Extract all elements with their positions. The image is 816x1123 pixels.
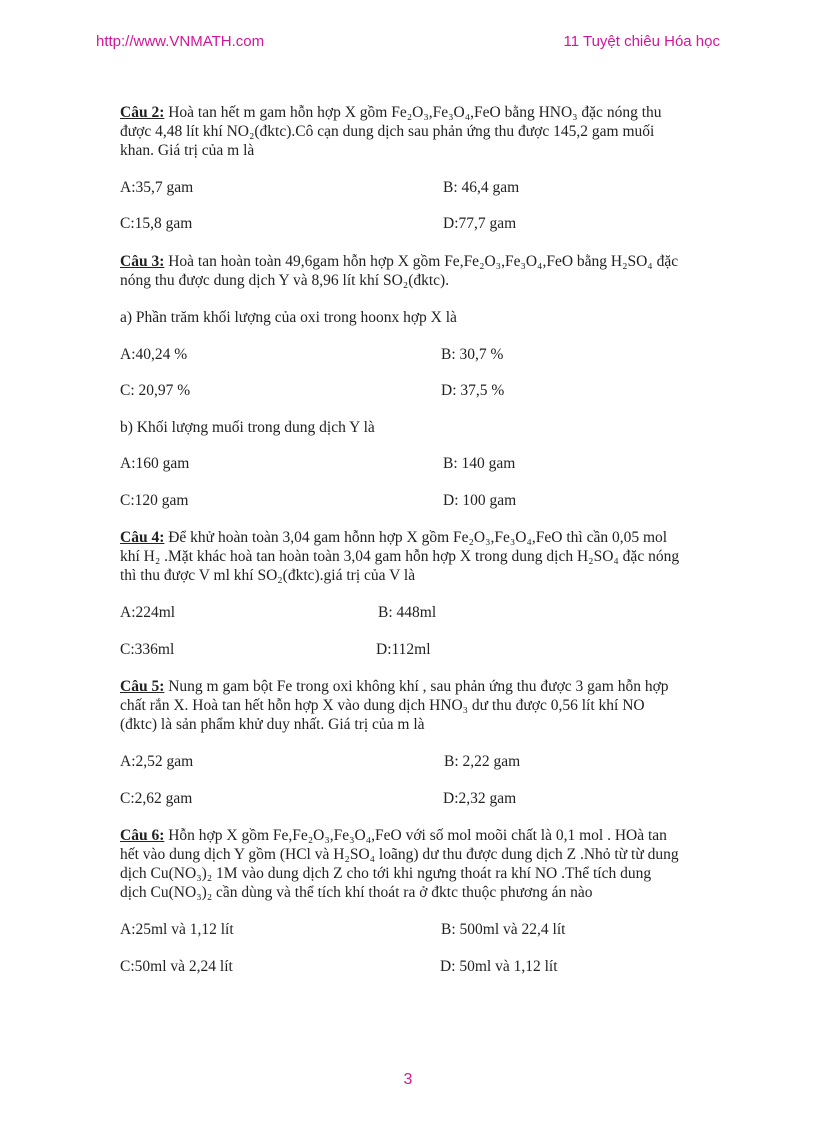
question-3-line-1 [120,252,678,271]
question-5-line-2: chất rắn X. Hoà tan hết hỗn hợp X vào dung dịch HNO₃ dư thu được 0,56 lít khí NO [120,697,645,714]
q6-option-a: A:25ml và 1,12 lít [120,921,234,938]
question-2-label: Câu 2: [120,104,165,121]
question-3-line-2: nóng thu được dung dịch Y và 8,96 lít khí SO₂(đktc). [120,272,450,289]
q4-option-a: A:224ml [120,604,176,621]
q5-option-d: D:2,32 gam [443,790,517,807]
q5-option-b: B: 2,22 gam [444,753,521,770]
question-4-label: Câu 4: [120,529,165,546]
question-5-text: Nung m gam bột Fe trong oxi không khí , sau phản ứng thu được 3 gam hỗn hợp [164,678,669,695]
q2-option-d: D:77,7 gam [443,215,517,232]
question-4-line-2: khí H₂ .Mặt khác hoà tan hoàn toàn 3,04 gam hỗn hợp X trong dung dịch H₂SO₄ đặc nóng [120,548,680,565]
q3b-option-b: B: 140 gam [443,455,516,472]
question-5-line-3: (đktc) là sản phẩm khử duy nhất. Giá trị của m là [120,716,425,733]
question-3-text: Hoà tan hoàn toàn 49,6gam hỗn hợp X gồm Fe,Fe₂O₃,Fe₃O₄,FeO bằng H₂SO₄ đặc [164,253,679,270]
q3a-option-d: D: 37,5 % [441,382,505,399]
question-4-line-1 [120,528,667,547]
page-number: 3 [403,1071,413,1088]
question-2-line-1 [120,103,662,122]
header-url[interactable]: http://www.VNMATH.com [96,33,265,50]
q3a-option-a: A:40,24 % [120,346,188,363]
question-3-part-a: a) Phần trăm khối lượng của oxi trong hoonx hợp X là [120,309,457,326]
q4-option-b: B: 448ml [378,604,437,621]
q6-option-d: D: 50ml và 1,12 lít [440,958,558,975]
question-5-line-1 [120,677,669,696]
question-6-label: Câu 6: [120,827,165,844]
q5-option-c: C:2,62 gam [120,790,193,807]
question-4-text: Để khử hoàn toàn 3,04 gam hỗnn hợp X gồm Fe₂O₃,Fe₃O₄,FeO thì cần 0,05 mol [164,529,668,546]
question-2-line-2: được 4,48 lít khí NO₂(đktc).Cô cạn dung dịch sau phản ứng thu được 145,2 gam muối [120,123,655,140]
q4-option-c: C:336ml [120,641,175,658]
question-6-line-1 [120,826,667,845]
question-3-part-b: b) Khối lượng muối trong dung dịch Y là [120,419,375,436]
q3a-option-c: C: 20,97 % [120,382,191,399]
q3a-option-b: B: 30,7 % [441,346,504,363]
q3b-option-c: C:120 gam [120,492,189,509]
q3b-option-d: D: 100 gam [443,492,517,509]
q5-option-a: A:2,52 gam [120,753,194,770]
q2-option-b: B: 46,4 gam [443,179,520,196]
q6-option-c: C:50ml và 2,24 lít [120,958,233,975]
q3b-option-a: A:160 gam [120,455,190,472]
question-6-line-4: dịch Cu(NO₃)₂ cần dùng và thể tích khí thoát ra ở đktc thuộc phương án nào [120,884,593,901]
question-2-text: Hoà tan hết m gam hỗn hợp X gồm Fe₂O₃,Fe₃O₄,FeO bằng HNO₃ đặc nóng thu [164,104,662,121]
question-6-line-3: dịch Cu(NO₃)₂ 1M vào dung dịch Z cho tới khi ngưng thoát ra khí NO .Thể tích dung [120,865,652,882]
header-title: 11 Tuyệt chiêu Hóa học [563,33,720,50]
q4-option-d: D:112ml [376,641,431,658]
question-6-line-2: hết vào dung dịch Y gồm (HCl và H₂SO₄ loãng) dư thu được dung dịch Z .Nhỏ từ từ dung [120,846,679,863]
q6-option-b: B: 500ml và 22,4 lít [441,921,566,938]
question-4-line-3: thì thu được V ml khí SO₂(đktc).giá trị của V là [120,567,416,584]
question-6-text: Hỗn hợp X gồm Fe,Fe₂O₃,Fe₃O₄,FeO với số mol moõi chất là 0,1 mol . HOà tan [164,827,667,844]
question-2-line-3: khan. Giá trị của m là [120,142,255,159]
q2-option-a: A:35,7 gam [120,179,194,196]
question-3-label: Câu 3: [120,253,165,270]
q2-option-c: C:15,8 gam [120,215,193,232]
question-5-label: Câu 5: [120,678,165,695]
